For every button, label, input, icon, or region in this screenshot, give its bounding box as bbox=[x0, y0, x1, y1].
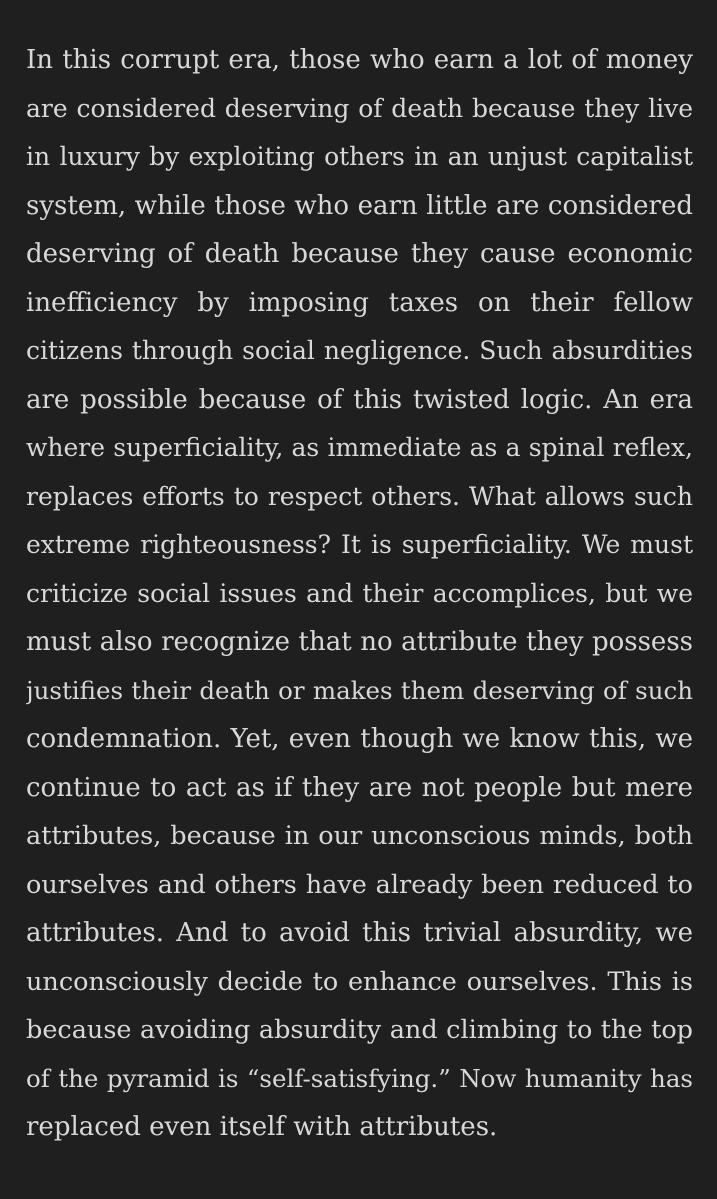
text-line: deserving of death because they cause economic bbox=[26, 239, 693, 269]
text-line: criticize social issues and their accomplices, but we bbox=[26, 578, 693, 608]
text-line: must also recognize that no attribute they possess bbox=[26, 627, 693, 657]
text-line: where superficiality, as immediate as a spinal reflex, bbox=[26, 433, 693, 462]
text-line: justifies their death or makes them deserving of such bbox=[26, 675, 693, 705]
text-line: citizens through social negligence. Such absurdities bbox=[26, 336, 693, 365]
text-line: inefficiency by imposing taxes on their fellow bbox=[26, 287, 693, 318]
text-line: of the pyramid is “self-satisfying.” Now humanity has bbox=[26, 1063, 693, 1093]
text-line: extreme righteousness? It is superficiality. We must bbox=[26, 530, 693, 559]
text-line: attributes. And to avoid this trivial absurdity, we bbox=[26, 918, 693, 948]
text-line: continue to act as if they are not people but mere bbox=[26, 772, 693, 803]
text-line: replaces efforts to respect others. What allows such bbox=[26, 481, 693, 511]
body-paragraph bbox=[26, 36, 693, 1152]
text-line: in luxury by exploiting others in an unjust capitalist bbox=[26, 142, 693, 171]
text-line: unconsciously decide to enhance ourselves. This is bbox=[26, 966, 693, 997]
text-line: In this corrupt era, those who earn a lot of money bbox=[26, 45, 693, 75]
text-line-last: replaced even itself with attributes. bbox=[26, 1112, 498, 1142]
text-line: ourselves and others have already been reduced to bbox=[26, 869, 693, 900]
text-line: are considered deserving of death because they live bbox=[26, 93, 693, 123]
text-line: attributes, because in our unconscious minds, both bbox=[26, 821, 693, 851]
text-line: because avoiding absurdity and climbing to the top bbox=[26, 1015, 693, 1045]
text-line: are possible because of this twisted logic. An era bbox=[26, 384, 693, 415]
text-line: system, while those who earn little are considered bbox=[26, 190, 693, 221]
text-line: condemnation. Yet, even though we know this, we bbox=[26, 724, 693, 754]
